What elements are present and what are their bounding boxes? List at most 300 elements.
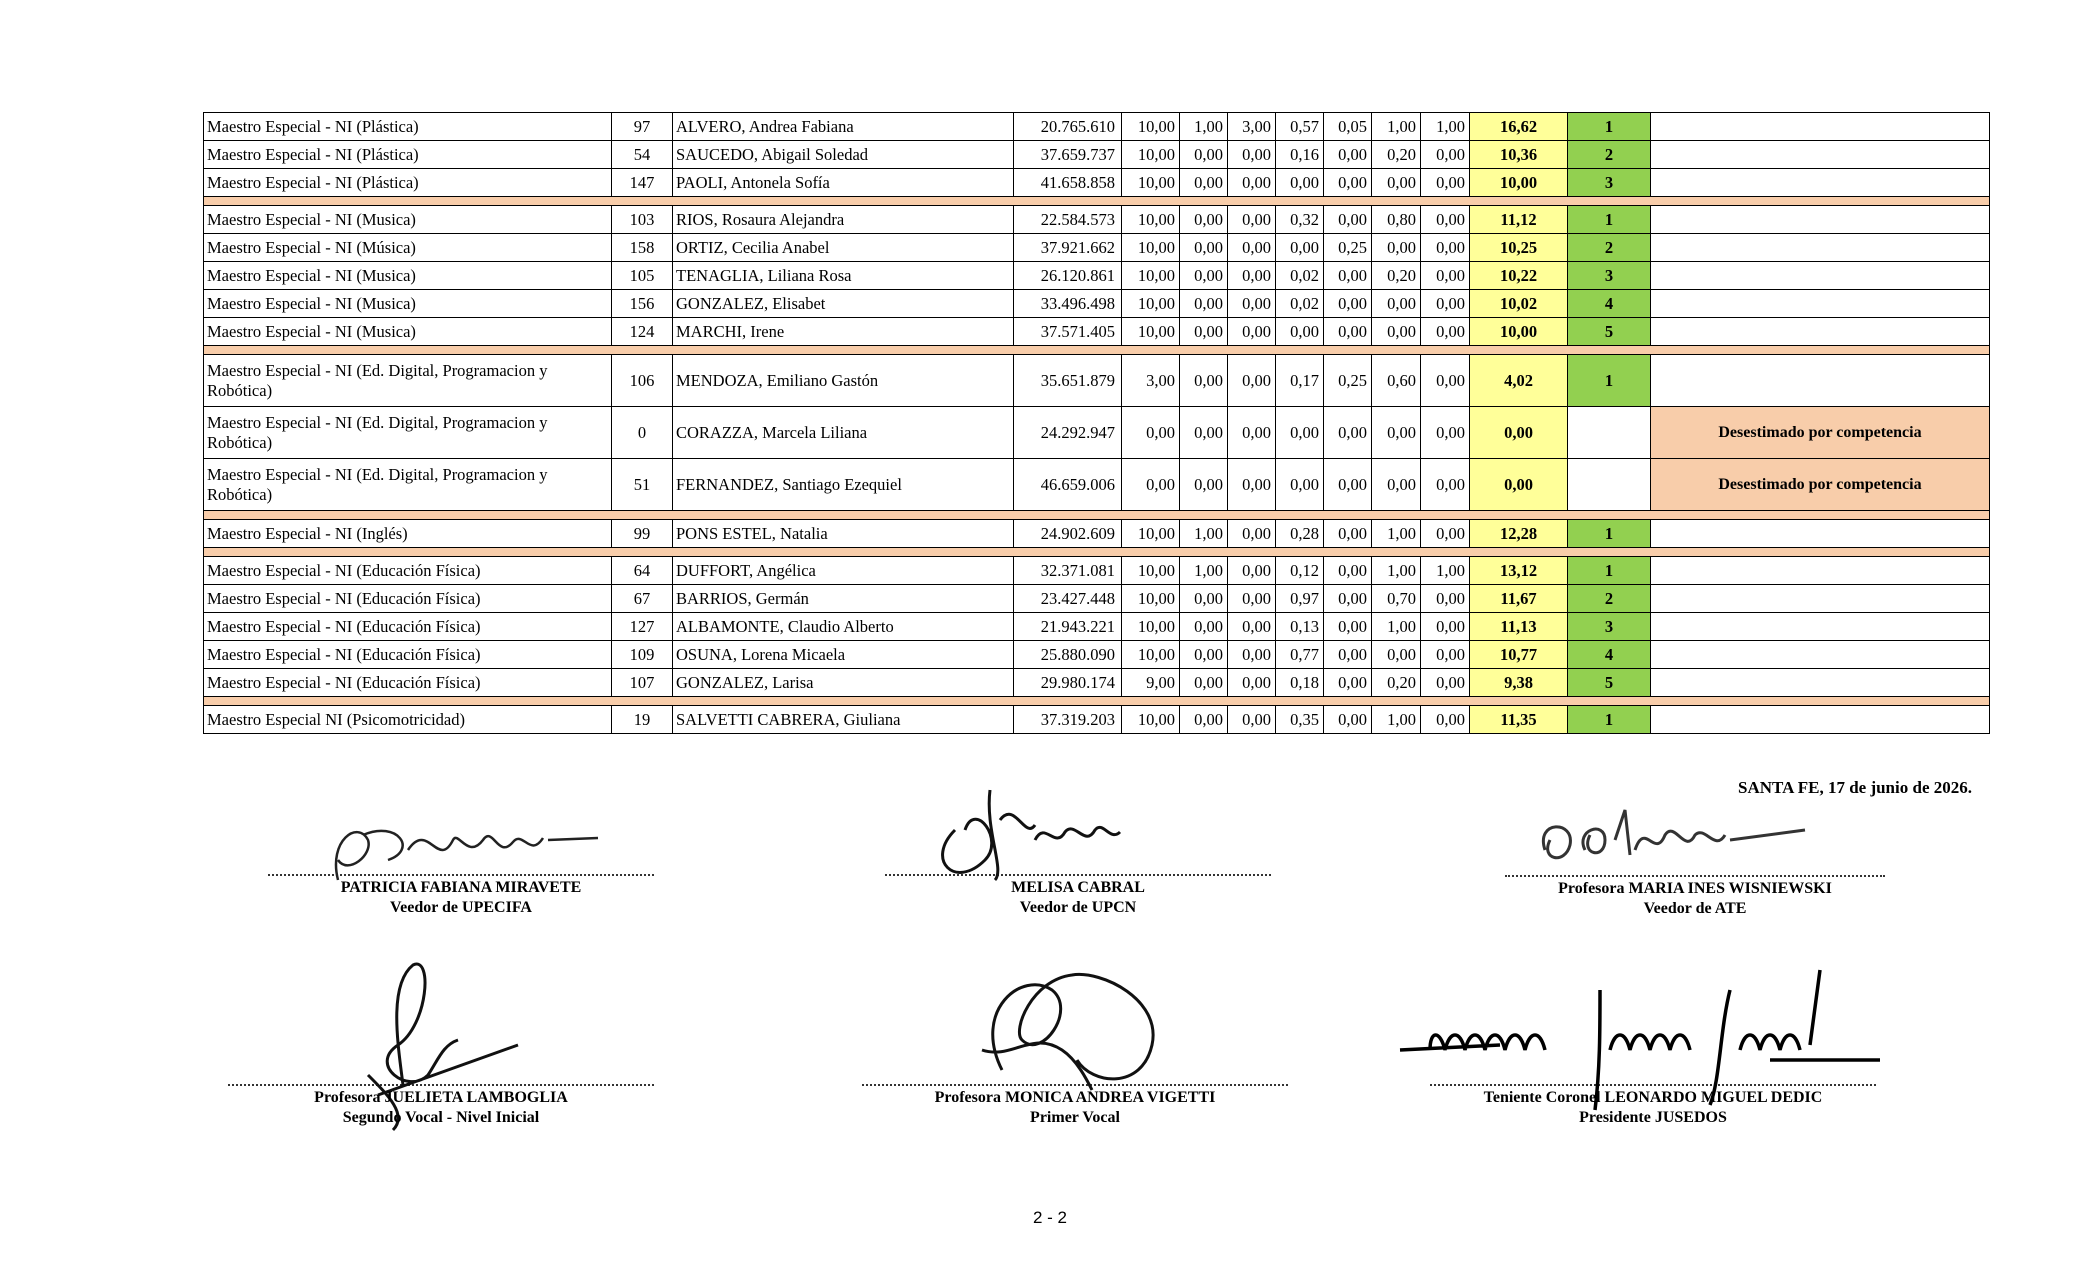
signature-block-primer-vocal [862,960,1288,1128]
total-score-cell: 10,00 [1470,318,1568,346]
observation-cell: Desestimado por competencia [1651,407,1990,459]
score-cell: 1,00 [1372,113,1421,141]
score-cell: 0,00 [1421,318,1470,346]
applicant-name-cell: GONZALEZ, Larisa [673,669,1014,697]
observation-cell [1651,113,1990,141]
separator-cell [204,548,1990,557]
score-cell: 0,00 [1122,407,1180,459]
order-number-cell: 156 [612,290,673,318]
category-cell: Maestro Especial - NI (Musica) [204,318,612,346]
score-cell: 10,00 [1122,706,1180,734]
observation-cell [1651,206,1990,234]
score-cell: 0,28 [1276,520,1324,548]
score-cell: 10,00 [1122,262,1180,290]
score-cell: 0,02 [1276,262,1324,290]
rank-cell: 5 [1568,318,1651,346]
score-cell: 1,00 [1180,113,1228,141]
applicant-name-cell: SAUCEDO, Abigail Soledad [673,141,1014,169]
signer-name: Profesora JUELIETA LAMBOGLIA [314,1089,568,1106]
dni-cell: 23.427.448 [1014,585,1122,613]
order-number-cell: 0 [612,407,673,459]
rank-cell: 3 [1568,613,1651,641]
score-cell: 0,00 [1180,585,1228,613]
dni-cell: 24.902.609 [1014,520,1122,548]
score-cell: 0,70 [1372,585,1421,613]
dni-cell: 37.319.203 [1014,706,1122,734]
score-cell: 0,20 [1372,669,1421,697]
rank-cell: 3 [1568,169,1651,197]
score-cell: 0,00 [1180,613,1228,641]
total-score-cell: 9,38 [1470,669,1568,697]
score-cell: 0,00 [1180,262,1228,290]
rank-cell [1568,459,1651,511]
score-cell: 0,25 [1324,234,1372,262]
score-cell: 0,00 [1421,206,1470,234]
rank-cell: 4 [1568,641,1651,669]
score-cell: 0,00 [1228,459,1276,511]
score-cell: 0,00 [1180,669,1228,697]
observation-cell [1651,290,1990,318]
total-score-cell: 13,12 [1470,557,1568,585]
observation-cell [1651,520,1990,548]
observation-cell [1651,557,1990,585]
score-cell: 0,12 [1276,557,1324,585]
score-cell: 10,00 [1122,641,1180,669]
score-cell: 0,20 [1372,262,1421,290]
separator-cell [204,197,1990,206]
group-separator [204,697,1990,706]
dni-cell: 46.659.006 [1014,459,1122,511]
total-score-cell: 4,02 [1470,355,1568,407]
score-cell: 0,00 [1421,355,1470,407]
group-separator [204,197,1990,206]
score-cell: 0,00 [1122,459,1180,511]
signer-role: Primer Vocal [1030,1109,1120,1126]
table-row [204,262,1990,290]
score-cell: 0,00 [1228,407,1276,459]
signer-role: Veedor de UPECIFA [390,899,532,916]
rank-cell: 3 [1568,262,1651,290]
category-cell: Maestro Especial - NI (Musica) [204,290,612,318]
category-cell: Maestro Especial - NI (Educación Física) [204,669,612,697]
total-score-cell: 10,00 [1470,169,1568,197]
order-number-cell: 51 [612,459,673,511]
category-cell: Maestro Especial - NI (Ed. Digital, Programacion y Robótica) [204,407,612,459]
score-cell: 0,00 [1276,234,1324,262]
score-cell: 10,00 [1122,234,1180,262]
applicant-name-cell: ALBAMONTE, Claudio Alberto [673,613,1014,641]
observation-cell [1651,613,1990,641]
score-cell: 0,00 [1372,169,1421,197]
category-cell: Maestro Especial - NI (Inglés) [204,520,612,548]
signer-name: Profesora MONICA ANDREA VIGETTI [934,1089,1216,1106]
score-cell: 9,00 [1122,669,1180,697]
score-cell: 0,02 [1276,290,1324,318]
total-score-cell: 11,13 [1470,613,1568,641]
score-cell: 0,00 [1228,318,1276,346]
rank-cell: 1 [1568,355,1651,407]
score-cell: 0,00 [1180,355,1228,407]
category-cell: Maestro Especial - NI (Educación Física) [204,641,612,669]
rank-cell: 1 [1568,706,1651,734]
place-date: SANTA FE, 17 de junio de 2026. [1738,778,1972,797]
total-score-cell: 10,22 [1470,262,1568,290]
order-number-cell: 97 [612,113,673,141]
score-cell: 1,00 [1421,113,1470,141]
total-score-cell: 16,62 [1470,113,1568,141]
applicant-name-cell: MARCHI, Irene [673,318,1014,346]
score-cell: 0,00 [1372,318,1421,346]
separator-cell [204,697,1990,706]
observation-cell [1651,641,1990,669]
separator-cell [204,511,1990,520]
observation-cell [1651,669,1990,697]
order-number-cell: 99 [612,520,673,548]
dni-cell: 37.571.405 [1014,318,1122,346]
score-cell: 10,00 [1122,290,1180,318]
score-cell: 0,05 [1324,113,1372,141]
observation-cell [1651,585,1990,613]
rank-cell: 1 [1568,520,1651,548]
dni-cell: 26.120.861 [1014,262,1122,290]
score-cell: 1,00 [1372,706,1421,734]
rank-cell: 5 [1568,669,1651,697]
total-score-cell: 10,02 [1470,290,1568,318]
ranking-table [203,112,1990,734]
score-cell: 0,16 [1276,141,1324,169]
category-cell: Maestro Especial NI (Psicomotricidad) [204,706,612,734]
score-cell: 1,00 [1372,613,1421,641]
order-number-cell: 124 [612,318,673,346]
score-cell: 0,00 [1421,262,1470,290]
score-cell: 10,00 [1122,520,1180,548]
score-cell: 0,35 [1276,706,1324,734]
group-separator [204,511,1990,520]
dni-cell: 29.980.174 [1014,669,1122,697]
signature-block-veedor-upecifa [268,780,654,918]
score-cell: 0,00 [1324,557,1372,585]
table-row [204,234,1990,262]
signature-block-veedor-ate [1505,780,1885,919]
score-cell: 0,57 [1276,113,1324,141]
observation-cell [1651,318,1990,346]
score-cell: 0,00 [1421,641,1470,669]
score-cell: 0,00 [1228,641,1276,669]
table-row [204,520,1990,548]
applicant-name-cell: PAOLI, Antonela Sofía [673,169,1014,197]
page-number: 2 - 2 [1032,1208,1068,1227]
dni-cell: 37.921.662 [1014,234,1122,262]
rank-cell [1568,407,1651,459]
dni-cell: 21.943.221 [1014,613,1122,641]
applicant-name-cell: SALVETTI CABRERA, Giuliana [673,706,1014,734]
applicant-name-cell: DUFFORT, Angélica [673,557,1014,585]
score-cell: 0,80 [1372,206,1421,234]
score-cell: 10,00 [1122,141,1180,169]
score-cell: 0,00 [1228,262,1276,290]
score-cell: 0,00 [1228,669,1276,697]
signature-block-veedor-upcn [885,780,1271,918]
score-cell: 0,00 [1421,520,1470,548]
score-cell: 0,00 [1324,407,1372,459]
total-score-cell: 10,36 [1470,141,1568,169]
category-cell: Maestro Especial - NI (Educación Física) [204,585,612,613]
dni-cell: 35.651.879 [1014,355,1122,407]
score-cell: 0,00 [1324,613,1372,641]
observation-cell [1651,141,1990,169]
score-cell: 0,00 [1421,141,1470,169]
rank-cell: 1 [1568,113,1651,141]
score-cell: 0,00 [1372,641,1421,669]
applicant-name-cell: RIOS, Rosaura Alejandra [673,206,1014,234]
applicant-name-cell: MENDOZA, Emiliano Gastón [673,355,1014,407]
signer-name: Profesora MARIA INES WISNIEWSKI [1558,880,1832,897]
score-cell: 0,00 [1180,641,1228,669]
total-score-cell: 12,28 [1470,520,1568,548]
score-cell: 0,60 [1372,355,1421,407]
score-cell: 10,00 [1122,206,1180,234]
group-separator [204,346,1990,355]
score-cell: 0,00 [1228,585,1276,613]
score-cell: 0,00 [1276,407,1324,459]
score-cell: 0,00 [1421,407,1470,459]
score-cell: 0,00 [1421,613,1470,641]
score-cell: 0,00 [1324,459,1372,511]
table-row [204,290,1990,318]
order-number-cell: 158 [612,234,673,262]
score-cell: 0,00 [1228,206,1276,234]
score-cell: 0,00 [1228,290,1276,318]
observation-cell: Desestimado por competencia [1651,459,1990,511]
order-number-cell: 109 [612,641,673,669]
signature-block-presidente [1430,960,1876,1128]
score-cell: 0,00 [1228,613,1276,641]
score-cell: 0,00 [1180,459,1228,511]
score-cell: 0,25 [1324,355,1372,407]
rank-cell: 1 [1568,557,1651,585]
dni-cell: 22.584.573 [1014,206,1122,234]
total-score-cell: 0,00 [1470,459,1568,511]
table-row [204,557,1990,585]
score-cell: 0,00 [1228,557,1276,585]
rank-cell: 2 [1568,141,1651,169]
score-cell: 0,00 [1180,234,1228,262]
separator-cell [204,346,1990,355]
applicant-name-cell: PONS ESTEL, Natalia [673,520,1014,548]
rank-cell: 2 [1568,234,1651,262]
dni-cell: 24.292.947 [1014,407,1122,459]
total-score-cell: 11,35 [1470,706,1568,734]
table-row [204,407,1990,459]
observation-cell [1651,234,1990,262]
table-row [204,641,1990,669]
category-cell: Maestro Especial - NI (Plástica) [204,169,612,197]
score-cell: 0,00 [1228,706,1276,734]
signer-role: Veedor de UPCN [1019,899,1137,916]
score-cell: 0,00 [1180,407,1228,459]
score-cell: 10,00 [1122,613,1180,641]
score-cell: 0,00 [1324,318,1372,346]
order-number-cell: 54 [612,141,673,169]
table-row [204,669,1990,697]
score-cell: 10,00 [1122,585,1180,613]
score-cell: 0,00 [1276,459,1324,511]
rank-cell: 1 [1568,206,1651,234]
observation-cell [1651,355,1990,407]
score-cell: 0,97 [1276,585,1324,613]
order-number-cell: 19 [612,706,673,734]
score-cell: 0,13 [1276,613,1324,641]
score-cell: 1,00 [1372,520,1421,548]
score-cell: 1,00 [1180,557,1228,585]
score-cell: 0,00 [1228,355,1276,407]
table-row [204,141,1990,169]
category-cell: Maestro Especial - NI (Plástica) [204,113,612,141]
score-cell: 0,00 [1421,669,1470,697]
table-row [204,613,1990,641]
score-cell: 0,00 [1180,141,1228,169]
signer-role: Presidente JUSEDOS [1579,1109,1727,1126]
order-number-cell: 64 [612,557,673,585]
table-row [204,459,1990,511]
score-cell: 0,20 [1372,141,1421,169]
score-cell: 0,00 [1372,290,1421,318]
score-cell: 0,17 [1276,355,1324,407]
signer-name: MELISA CABRAL [1011,879,1145,896]
category-cell: Maestro Especial - NI (Educación Física) [204,613,612,641]
observation-cell [1651,706,1990,734]
dni-cell: 32.371.081 [1014,557,1122,585]
score-cell: 0,00 [1324,669,1372,697]
applicant-name-cell: OSUNA, Lorena Micaela [673,641,1014,669]
order-number-cell: 147 [612,169,673,197]
signature-block-segundo-vocal [228,960,654,1128]
score-cell: 0,00 [1276,318,1324,346]
applicant-name-cell: ALVERO, Andrea Fabiana [673,113,1014,141]
rank-cell: 2 [1568,585,1651,613]
signer-role: Segundo Vocal - Nivel Inicial [342,1109,540,1126]
signer-name: PATRICIA FABIANA MIRAVETE [340,879,582,896]
score-cell: 1,00 [1372,557,1421,585]
score-cell: 1,00 [1180,520,1228,548]
total-score-cell: 10,77 [1470,641,1568,669]
score-cell: 0,00 [1324,206,1372,234]
score-cell: 0,18 [1276,669,1324,697]
score-cell: 0,00 [1421,290,1470,318]
table-row [204,706,1990,734]
score-cell: 0,00 [1324,641,1372,669]
score-cell: 10,00 [1122,169,1180,197]
total-score-cell: 0,00 [1470,407,1568,459]
table-row [204,318,1990,346]
observation-cell [1651,169,1990,197]
score-cell: 0,00 [1276,169,1324,197]
total-score-cell: 10,25 [1470,234,1568,262]
order-number-cell: 106 [612,355,673,407]
score-cell: 0,00 [1372,459,1421,511]
order-number-cell: 127 [612,613,673,641]
applicant-name-cell: TENAGLIA, Liliana Rosa [673,262,1014,290]
score-cell: 0,00 [1228,141,1276,169]
dni-cell: 20.765.610 [1014,113,1122,141]
applicant-name-cell: CORAZZA, Marcela Liliana [673,407,1014,459]
signer-name: Teniente Coronel LEONARDO MIGUEL DEDIC [1483,1089,1823,1106]
applicant-name-cell: GONZALEZ, Elisabet [673,290,1014,318]
dni-cell: 33.496.498 [1014,290,1122,318]
score-cell: 0,00 [1324,520,1372,548]
applicant-name-cell: FERNANDEZ, Santiago Ezequiel [673,459,1014,511]
dni-cell: 25.880.090 [1014,641,1122,669]
total-score-cell: 11,12 [1470,206,1568,234]
applicant-name-cell: BARRIOS, Germán [673,585,1014,613]
score-cell: 0,00 [1372,407,1421,459]
order-number-cell: 105 [612,262,673,290]
category-cell: Maestro Especial - NI (Ed. Digital, Programacion y Robótica) [204,459,612,511]
score-cell: 0,00 [1180,318,1228,346]
score-cell: 3,00 [1228,113,1276,141]
table-row [204,169,1990,197]
category-cell: Maestro Especial - NI (Ed. Digital, Programacion y Robótica) [204,355,612,407]
table-row [204,113,1990,141]
category-cell: Maestro Especial - NI (Musica) [204,206,612,234]
score-cell: 3,00 [1122,355,1180,407]
score-cell: 0,77 [1276,641,1324,669]
score-cell: 0,00 [1180,169,1228,197]
dni-cell: 37.659.737 [1014,141,1122,169]
score-cell: 0,00 [1180,706,1228,734]
signer-role: Veedor de ATE [1643,900,1747,917]
table-row [204,355,1990,407]
rank-cell: 4 [1568,290,1651,318]
score-cell: 10,00 [1122,113,1180,141]
score-cell: 0,00 [1324,290,1372,318]
score-cell: 0,00 [1421,234,1470,262]
score-cell: 0,00 [1421,585,1470,613]
score-cell: 0,00 [1324,585,1372,613]
order-number-cell: 103 [612,206,673,234]
table-row [204,585,1990,613]
score-cell: 10,00 [1122,318,1180,346]
score-cell: 0,00 [1180,206,1228,234]
table-row [204,206,1990,234]
score-cell: 0,00 [1421,169,1470,197]
applicant-name-cell: ORTIZ, Cecilia Anabel [673,234,1014,262]
score-cell: 0,00 [1324,706,1372,734]
score-cell: 1,00 [1421,557,1470,585]
score-cell: 0,00 [1228,520,1276,548]
score-cell: 0,32 [1276,206,1324,234]
score-cell: 0,00 [1421,706,1470,734]
total-score-cell: 11,67 [1470,585,1568,613]
category-cell: Maestro Especial - NI (Musica) [204,262,612,290]
score-cell: 0,00 [1421,459,1470,511]
category-cell: Maestro Especial - NI (Educación Física) [204,557,612,585]
score-cell: 0,00 [1372,234,1421,262]
group-separator [204,548,1990,557]
score-cell: 10,00 [1122,557,1180,585]
score-cell: 0,00 [1324,262,1372,290]
category-cell: Maestro Especial - NI (Música) [204,234,612,262]
score-cell: 0,00 [1324,141,1372,169]
observation-cell [1651,262,1990,290]
order-number-cell: 67 [612,585,673,613]
order-number-cell: 107 [612,669,673,697]
score-cell: 0,00 [1228,169,1276,197]
score-cell: 0,00 [1324,169,1372,197]
score-cell: 0,00 [1180,290,1228,318]
score-cell: 0,00 [1228,234,1276,262]
dni-cell: 41.658.858 [1014,169,1122,197]
